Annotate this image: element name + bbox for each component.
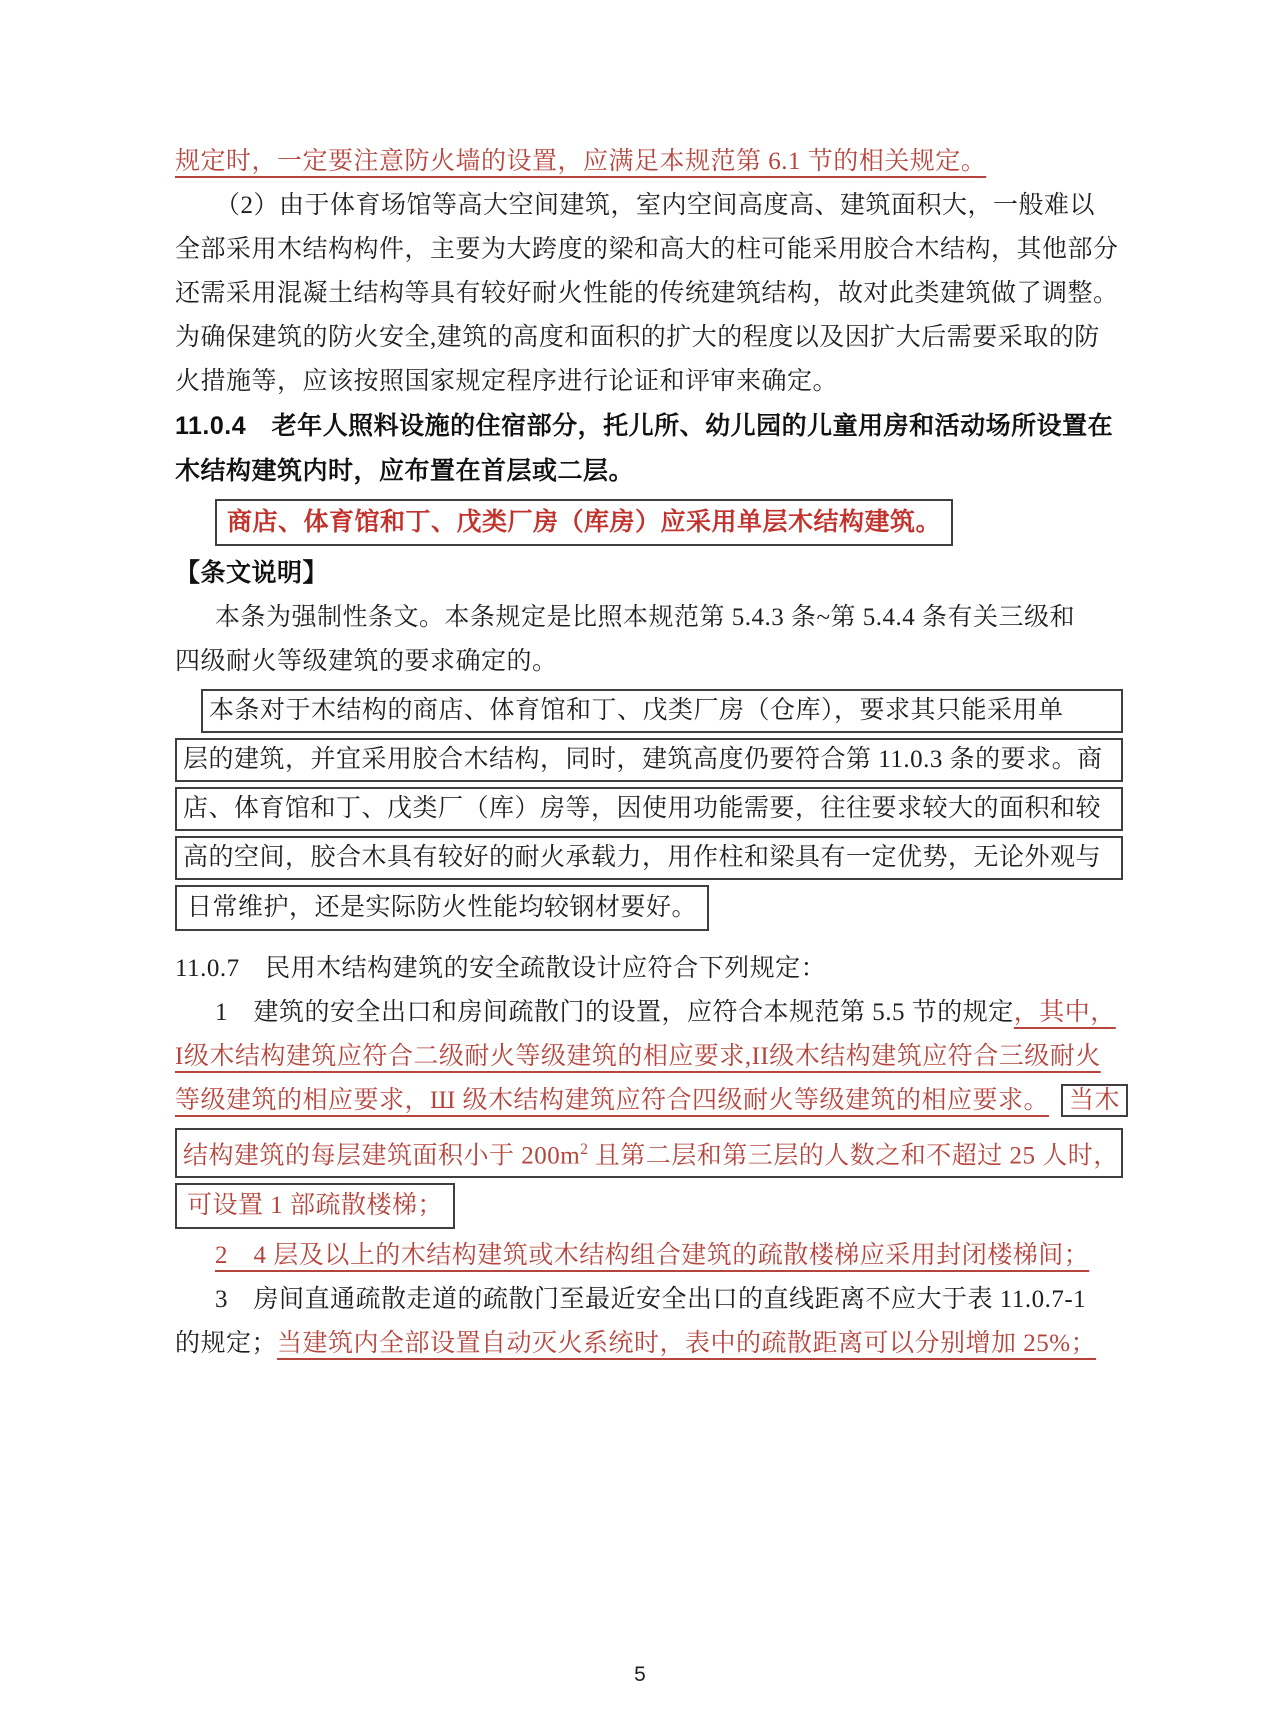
line-box — [175, 1128, 1123, 1178]
text-segment: 当建筑内全部设置自动灭火系统时，表中的疏散距离可以分别增加 25%； — [277, 1330, 1097, 1358]
text-segment: 且第二层和第三层的人数之和不超过 25 人时， — [587, 1142, 1119, 1170]
text-segment: 店、体育馆和丁、戊类厂（库）房等，因使用功能需要，往往要求较大的面积和较 — [183, 795, 1102, 822]
text-line-25 — [175, 1278, 1123, 1322]
text-segment: 2 — [580, 1141, 588, 1158]
line-box — [201, 689, 1123, 733]
text-segment: 【条文说明】 — [175, 559, 329, 587]
text-segment: 3 房间直通疏散走道的疏散门至最近安全出口的直线距离不应大于表 11.0.7-1 — [215, 1286, 1087, 1314]
text-segment: 四级耐火等级建筑的要求确定的。 — [175, 648, 558, 675]
text-line-21 — [175, 1079, 1123, 1123]
text-segment: 高的空间，胶合木具有较好的耐火承载力，用作柱和梁具有一定优势，无论外观与 — [183, 844, 1102, 871]
text-line-6 — [175, 360, 1123, 404]
text-line-4 — [175, 272, 1123, 316]
text-line-13 — [175, 689, 1123, 733]
line-box — [175, 787, 1123, 831]
page-number: 5 — [634, 1663, 646, 1686]
text-segment: 火措施等，应该按照国家规定程序进行论证和评审来确定。 — [175, 368, 839, 395]
text-line-5 — [175, 316, 1123, 360]
text-line-20 — [175, 1035, 1123, 1079]
text-segment: 结构建筑的每层建筑面积小于 200m — [183, 1142, 581, 1170]
text-segment: I级木结构建筑应符合二级耐火等级建筑的相应要求,II级木结构建筑应符合三级耐火 — [175, 1043, 1101, 1070]
text-segment: 还需采用混凝土结构等具有较好耐火性能的传统建筑结构，故对此类建筑做了调整。 — [175, 280, 1119, 307]
text-line-7 — [175, 404, 1123, 449]
line-box — [175, 885, 709, 931]
text-segment: 2 4 层及以上的木结构建筑或木结构组合建筑的疏散楼梯应采用封闭楼梯间； — [215, 1242, 1090, 1270]
text-segment: 全部采用木结构构件，主要为大跨度的梁和高大的柱可能采用胶合木结构，其他部分 — [175, 236, 1119, 263]
page-footer — [0, 1663, 1280, 1687]
text-segment: 可设置 1 部疏散楼梯； — [187, 1192, 444, 1220]
text-line-2 — [175, 184, 1123, 228]
text-line-19 — [175, 991, 1123, 1035]
text-segment: 商店、体育馆和丁、戊类厂房（库房）应采用单层木结构建筑。 — [227, 508, 942, 536]
text-line-18 — [175, 947, 1123, 991]
text-segment: 11.0.7 民用木结构建筑的安全疏散设计应符合下列规定： — [175, 955, 827, 982]
text-line-8 — [175, 449, 1123, 494]
text-line-11 — [175, 596, 1123, 640]
text-line-24 — [175, 1234, 1123, 1278]
text-segment: 日常维护，还是实际防火性能均较钢材要好。 — [187, 894, 698, 921]
text-line-23 — [175, 1183, 1123, 1229]
text-segment: 为确保建筑的防火安全,建筑的高度和面积的扩大的程度以及因扩大后需要采取的防 — [175, 324, 1100, 351]
text-line-10 — [175, 551, 1123, 596]
text-segment: 规定时，一定要注意防火墙的设置，应满足本规范第 6.1 节的相关规定。 — [175, 148, 987, 175]
text-segment: 11.0.4 老年人照料设施的住宿部分，托儿所、幼儿园的儿童用房和活动场所设置在 — [175, 412, 1114, 440]
text-line-14 — [175, 738, 1123, 782]
text-segment: 木结构建筑内时，应布置在首层或二层。 — [175, 457, 635, 485]
text-line-16 — [175, 836, 1123, 880]
text-segment: 等级建筑的相应要求，Ш 级木结构建筑应符合四级耐火等级建筑的相应要求。 — [175, 1087, 1049, 1114]
text-line-17 — [175, 885, 1123, 931]
text-line-12 — [175, 640, 1123, 684]
text-segment: 当木 — [1061, 1084, 1128, 1117]
text-line-3 — [175, 228, 1123, 272]
line-box — [175, 836, 1123, 880]
line-box — [175, 738, 1123, 782]
text-line-9 — [175, 499, 1123, 546]
text-segment: （2）由于体育场馆等高大空间建筑，室内空间高度高、建筑面积大，一般难以 — [215, 192, 1096, 219]
text-line-22 — [175, 1128, 1123, 1178]
text-line-1 — [175, 140, 1123, 184]
text-segment: 本条为强制性条文。本条规定是比照本规范第 5.4.3 条~第 5.4.4 条有关三级和 — [215, 604, 1076, 631]
document-body — [175, 140, 1123, 1366]
text-segment: 1 建筑的安全出口和房间疏散门的设置，应符合本规范第 5.5 节的规定 — [215, 999, 1014, 1026]
text-segment: 层的建筑，并宜采用胶合木结构，同时，建筑高度仍要符合第 11.0.3 条的要求。商 — [183, 746, 1103, 773]
text-segment: 的规定； — [175, 1330, 278, 1358]
text-segment: 本条对于木结构的商店、体育馆和丁、戊类厂房（仓库），要求其只能采用单 — [209, 697, 1064, 724]
text-segment: ，其中， — [1013, 999, 1116, 1026]
text-line-15 — [175, 787, 1123, 831]
line-box — [215, 499, 953, 546]
line-box — [175, 1183, 455, 1229]
text-line-26 — [175, 1322, 1123, 1366]
